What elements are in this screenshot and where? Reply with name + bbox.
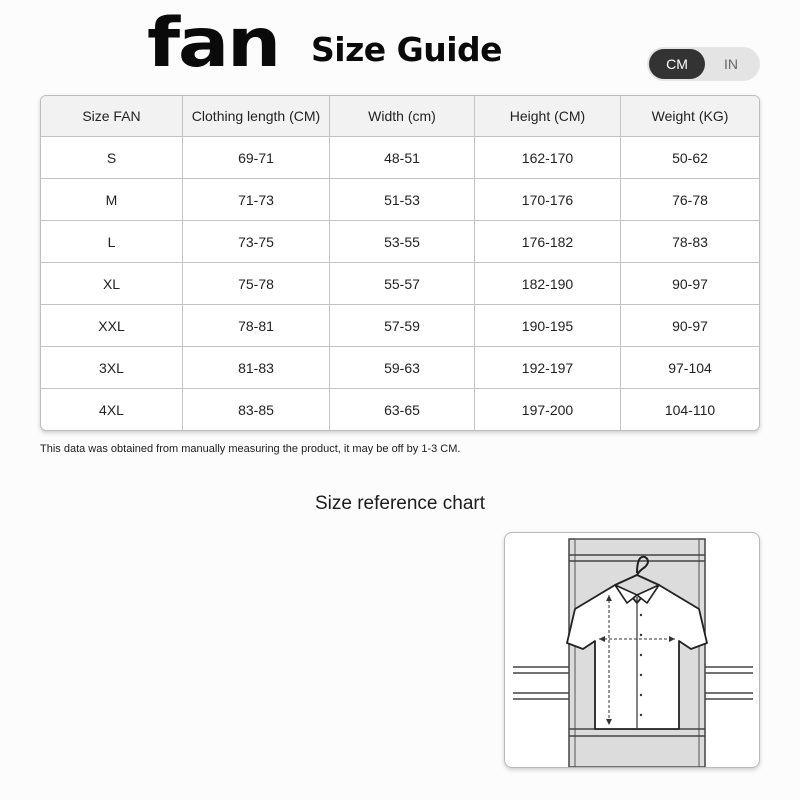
column-header-width: Width (cm) (330, 96, 475, 137)
cell-clothing-length: 81-83 (183, 347, 330, 389)
cell-height: 170-176 (475, 179, 621, 221)
column-header-clothing-length: Clothing length (CM) (183, 96, 330, 137)
cell-height: 192-197 (475, 347, 621, 389)
cell-width: 51-53 (330, 179, 475, 221)
cell-weight: 50-62 (621, 137, 760, 179)
table-row (41, 263, 759, 305)
cell-size: XXL (41, 305, 183, 347)
cell-size: L (41, 221, 183, 263)
size-table (41, 96, 759, 430)
table-row (41, 389, 759, 431)
cell-weight: 90-97 (621, 305, 760, 347)
cell-height: 197-200 (475, 389, 621, 431)
cell-size: 4XL (41, 389, 183, 431)
cell-height: 182-190 (475, 263, 621, 305)
cell-weight: 90-97 (621, 263, 760, 305)
cell-width: 53-55 (330, 221, 475, 263)
table-row (41, 137, 759, 179)
cell-clothing-length: 69-71 (183, 137, 330, 179)
cell-weight: 97-104 (621, 347, 760, 389)
table-row (41, 179, 759, 221)
cell-width: 48-51 (330, 137, 475, 179)
cell-weight: 78-83 (621, 221, 760, 263)
cell-height: 190-195 (475, 305, 621, 347)
cell-size: M (41, 179, 183, 221)
table-row (41, 221, 759, 263)
column-header-size: Size FAN (41, 96, 183, 137)
measurement-note: This data was obtained from manually measuring the product, it may be off by 1-3 CM. (40, 443, 461, 455)
cell-height: 162-170 (475, 137, 621, 179)
cell-clothing-length: 78-81 (183, 305, 330, 347)
table-row (41, 347, 759, 389)
cell-clothing-length: 75-78 (183, 263, 330, 305)
cell-width: 57-59 (330, 305, 475, 347)
cell-clothing-length: 83-85 (183, 389, 330, 431)
cell-weight: 104-110 (664, 401, 716, 418)
page-title: Size Guide (311, 30, 503, 69)
cell-clothing-length: 71-73 (183, 179, 330, 221)
reference-chart-card (504, 532, 760, 768)
cell-size: XL (41, 263, 183, 305)
cell-width: 55-57 (330, 263, 475, 305)
reference-chart-title: Size reference chart (314, 493, 486, 514)
cell-clothing-length: 73-75 (183, 221, 330, 263)
cell-width: 63-65 (330, 389, 475, 431)
cell-size: 3XL (41, 347, 183, 389)
shirt-on-hanger-measurement-icon (505, 533, 759, 767)
cell-weight: 76-78 (621, 179, 760, 221)
cell-size: S (41, 137, 183, 179)
table-header-row (41, 96, 759, 137)
column-header-height: Height (CM) (475, 96, 621, 137)
table-row (41, 305, 759, 347)
cell-width: 59-63 (330, 347, 475, 389)
column-header-weight: Weight (KG) (621, 96, 760, 137)
brand-logo: fan (147, 4, 280, 83)
unit-toggle[interactable] (647, 47, 760, 81)
unit-option-in[interactable]: IN (724, 56, 738, 72)
size-table-card (40, 95, 760, 431)
unit-option-cm[interactable]: CM (649, 49, 705, 79)
cell-height: 176-182 (475, 221, 621, 263)
